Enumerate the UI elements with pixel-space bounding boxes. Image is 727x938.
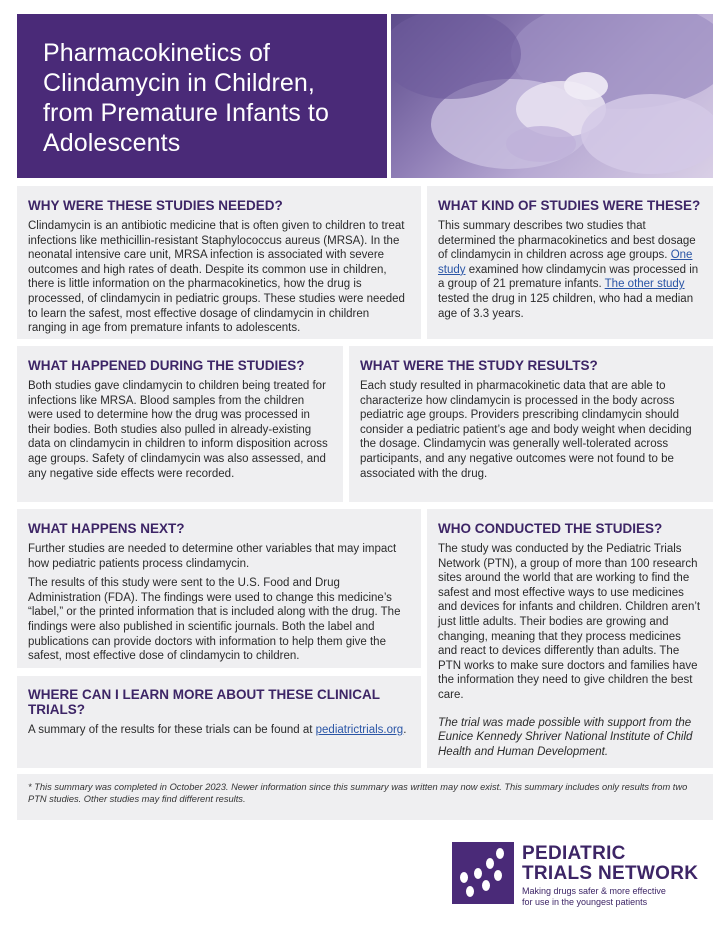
next-heading: WHAT HAPPENS NEXT? [28,521,185,536]
why-section [17,186,421,339]
kind-body [438,219,702,321]
next-body-1: Further studies are needed to determine other variables that may impact how pediatric patients process clindamycin. [28,543,397,570]
who-support: The trial was made possible with support from the Eunice Kennedy Shriver National Institute of Child Health and Human Development. [438,716,693,758]
learn-section [17,676,421,768]
results-body: Each study resulted in pharmacokinetic data that are able to characterize how clindamycin is processed in the body across pediatric age groups. Providers prescribing clindamycin should consider a pediatric patient’s age and body weight when deciding the dosage. Clindamycin was generally well-tolerated across participants, and any negative outcomes were not found to be associated with the drug. [360,380,692,480]
happened-section [17,346,343,502]
why-body: Clindamycin is an antibiotic medicine that is often given to children to treat infections like methicillin-resistant Staphylococcus aureus (MRSA). In the neonatal intensive care unit, MRSA infection is associated with severe outcomes and high rates of death. Despite its common use in children, there is little information on the pharmacokinetics, how the drug is processed, of clindamycin in pediatric groups. These studies were needed to learn the safest, most effective dosage of clindamycin in children ranging in age from premature infants to adolescents. [28,220,405,335]
kind-intro-text: This summary describes two studies that determined the pharmacokinetics and best dosage of clindamycin in children across age groups. [438,220,696,262]
footnote: * This summary was completed in October 2023. Newer information since this summary was written may now exist. This summary includes only results from two PTN studies. Other studies may find different results. [17,774,713,820]
logo-tagline-1: Making drugs safer & more effective [522,886,666,896]
why-heading: WHY WERE THESE STUDIES NEEDED? [28,198,283,213]
results-heading: WHAT WERE THE STUDY RESULTS? [360,358,598,373]
who-body: The study was conducted by the Pediatric Trials Network (PTN), a group of more than 100 research sites around the world that are working to find the safest and most effective ways to use medicines and devices for infants and children. Children aren’t just little adults. Their bodies are growing and changing, meaning that they process medicines and react to devices differently than adults. The PTN works to make sure doctors and families have the information they need to give children the best care. [438,543,701,701]
happened-heading: WHAT HAPPENED DURING THE STUDIES? [28,358,305,373]
kind-end-text: tested the drug in 125 children, who had a median age of 3.3 years. [438,292,694,320]
logo-tagline-2: for use in the youngest patients [522,897,648,907]
ptn-logo [452,840,712,912]
footprints-icon [452,842,514,904]
pediatrictrials-link[interactable]: pediatrictrials.org [315,724,404,736]
hero-photo [391,14,713,178]
logo-line-1: PEDIATRIC [522,843,626,864]
one-study-link[interactable]: One study [438,249,693,276]
learn-heading: WHERE CAN I LEARN MORE ABOUT THESE CLINICAL TRIALS? [28,687,380,717]
title-banner [17,14,387,178]
learn-body [28,723,410,738]
kind-mid-text: examined how clindamycin was processed in a group of 21 premature infants. [438,263,699,291]
kind-heading: WHAT KIND OF STUDIES WERE THESE? [438,198,701,213]
page-title: Pharmacokinetics of Clindamycin in Children, from Premature Infants to Adolescents [43,39,329,157]
results-section [349,346,713,502]
who-section [427,509,713,768]
next-body-2: The results of this study were sent to the U.S. Food and Drug Administration (FDA). The findings were used to change this medicine’s “label,” or the printed information that is included along with the drug. The findings were also published in scientific journals. Both the label and publications can provide doctors with information to help them give the safest, most effective dose of clindamycin to children. [28,577,401,663]
other-study-link[interactable]: The other study [604,278,685,291]
learn-end: . [403,724,407,736]
learn-text: A summary of the results for these trials can be found at [28,724,316,736]
who-heading: WHO CONDUCTED THE STUDIES? [438,521,663,536]
hands-photo-illustration [391,14,713,178]
kind-section [427,186,713,339]
logo-line-2: TRIALS NETWORK [522,863,699,884]
happened-body: Both studies gave clindamycin to children being treated for infections like MRSA. Blood samples from the children were used to determine how the drug was processed in their bodies. Both studies also pulled in already-existing data on clindamycin in children to inform disposition across age groups. Safety of clindamycin was also assessed, and any negative side effects were recorded. [28,380,328,480]
next-section [17,509,421,668]
